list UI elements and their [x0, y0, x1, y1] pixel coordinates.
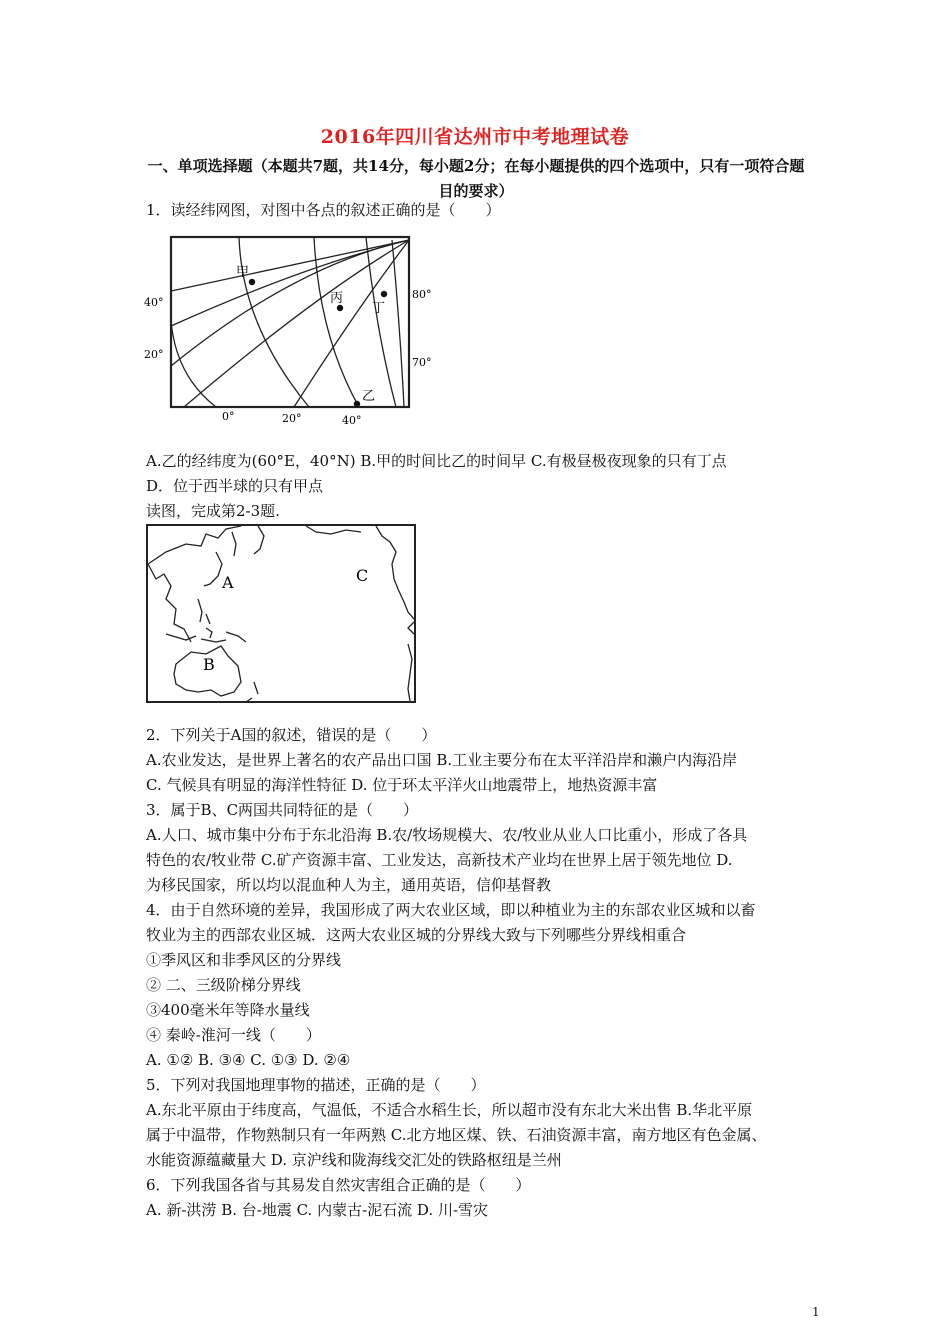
- read-map-instruction: 读图，完成第2-3题.: [146, 502, 280, 520]
- point-jia: [249, 279, 255, 285]
- lon-40-label: 40°: [342, 414, 362, 426]
- label-b: B: [203, 655, 215, 674]
- central-america: [408, 622, 414, 634]
- parallel: [294, 240, 409, 407]
- page-number: 1: [812, 1305, 820, 1319]
- lat-80-label: 80°: [412, 288, 432, 301]
- q2-line2: C. 气候具有明显的海洋性特征 D. 位于环太平洋火山地震带上，地热资源丰富: [146, 776, 658, 794]
- lon-20-label: 20°: [282, 412, 302, 425]
- q3-line2: 特色的农/牧业带 C.矿产资源丰富、工业发达，高新技术产业均在世界上居于领先地位 D.: [146, 851, 733, 869]
- point-ding: [381, 291, 387, 297]
- page-title: 2016年四川省达州市中考地理试卷: [320, 126, 630, 148]
- label-ding: 丁: [372, 301, 386, 316]
- q2-line1: A.农业发达，是世界上著名的农产品出口国 B.工业主要分布在太平洋沿岸和濑户内海沿岸: [146, 751, 738, 769]
- q3-line1: A.人口、城市集中分布于东北沿海 B.农/牧场规模大、农/牧业从业人口比重小，形成了各具: [146, 826, 748, 844]
- meridian: [239, 237, 309, 407]
- north-america: [376, 526, 414, 619]
- q4-line1: 4．由于自然环境的差异，我国形成了两大农业区域，即以种植业为主的东部农业区城和以畜: [146, 901, 756, 919]
- new-zealand: [246, 682, 258, 702]
- sakhalin: [232, 532, 236, 556]
- label-yi: 乙: [362, 389, 376, 404]
- q5-line2: 属于中温带，作物熟制只有一年两熟 C.北方地区煤、铁、石油资源丰富，南方地区有色金属、: [146, 1126, 767, 1144]
- q4-options: A. ①② B. ③④ C. ①③ D. ②④: [146, 1051, 351, 1069]
- graticule-figure: [144, 226, 434, 426]
- lon-0-label: 0°: [222, 410, 235, 423]
- q5-line3: 水能资源蕴藏量大 D. 京沪线和陇海线交汇处的铁路枢纽是兰州: [146, 1151, 562, 1169]
- q6-options: A. 新-洪涝 B. 台-地震 C. 内蒙古-泥石流 D. 川-雪灾: [146, 1201, 489, 1219]
- q1-options-line2: D．位于西半球的只有甲点: [146, 477, 324, 495]
- q1-stem: 1．读经纬网图，对图中各点的叙述正确的是（ ）: [146, 201, 501, 219]
- parallel: [184, 240, 409, 407]
- kamchatka: [254, 526, 264, 554]
- point-yi: [354, 401, 360, 407]
- lat-70-label: 70°: [412, 356, 432, 369]
- meridian: [392, 240, 404, 407]
- q2-stem: 2．下列关于A国的叙述，错误的是（ ）: [146, 726, 437, 744]
- japan: [204, 552, 222, 586]
- alaska: [306, 526, 361, 534]
- south-america: [408, 644, 412, 701]
- indonesia: [166, 628, 246, 642]
- parallel: [171, 240, 409, 291]
- meridian: [314, 237, 359, 407]
- label-a: A: [222, 573, 234, 592]
- q5-line1: A.东北平原由于纬度高，气温低，不适合水稻生长，所以超市没有东北大米出售 B.华北平原: [146, 1101, 753, 1119]
- q5-stem: 5．下列对我国地理事物的描述，正确的是（ ）: [146, 1076, 486, 1094]
- figure2-frame: [147, 525, 415, 702]
- lat-40-label: 40°: [144, 296, 164, 309]
- label-jia: 甲: [236, 265, 250, 280]
- q4-item3: ③400毫米年等降水量线: [146, 1001, 310, 1019]
- label-bing: 丙: [330, 291, 344, 306]
- q3-stem: 3．属于B、C两国共同特征的是（ ）: [146, 801, 419, 819]
- q3-line3: 为移民国家，所以均以混血种人为主，通用英语，信仰基督教: [146, 876, 552, 894]
- pacific-map-figure: [146, 524, 418, 706]
- section-heading: 一、单项选择题（本题共7题，共14分，每小题2分；在每小题提供的四个选项中，只有一项符合题目的要求）: [147, 157, 805, 200]
- lat-20-label: 20°: [144, 348, 164, 361]
- q4-line2: 牧业为主的西部农业区城．这两大农业区城的分界线大致与下列哪些分界线相重合: [146, 926, 687, 944]
- q4-item2: ② 二、三级阶梯分界线: [146, 976, 301, 994]
- q4-item4: ④ 秦岭-淮河一线（ ）: [146, 1026, 321, 1044]
- philippines: [198, 599, 210, 624]
- q6-stem: 6．下列我国各省与其易发自然灾害组合正确的是（ ）: [146, 1176, 531, 1194]
- label-c: C: [356, 566, 369, 585]
- q1-options-line1: A.乙的经纬度为(60°E，40°N) B.甲的时间比乙的时间早 C.有极昼极夜现象的只有丁点: [146, 452, 727, 470]
- q4-item1: ①季风区和非季风区的分界线: [146, 951, 342, 969]
- meridian: [171, 321, 216, 407]
